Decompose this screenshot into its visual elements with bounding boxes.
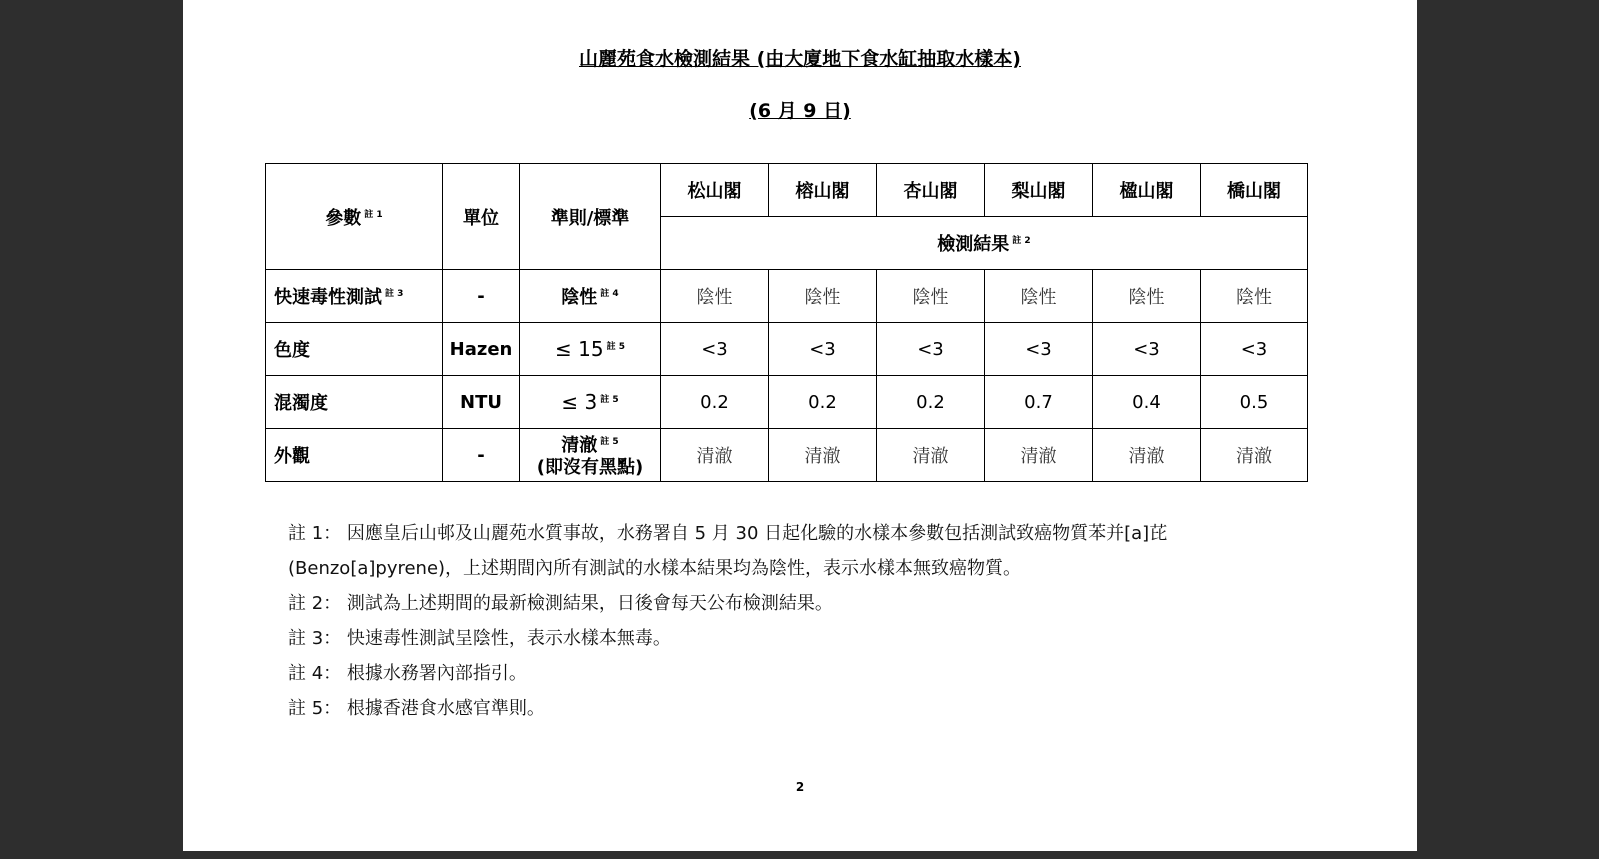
value-cell: <3 <box>661 323 769 376</box>
param-label: 混濁度 <box>274 393 328 414</box>
value-cell: 陰性 <box>985 270 1093 323</box>
standard-label: ≤ 15 <box>555 337 604 361</box>
header-building: 松山閣 <box>661 164 769 217</box>
value-cell: 0.2 <box>769 376 877 429</box>
table-row <box>266 323 1308 376</box>
standard-label: 清澈 <box>561 435 598 456</box>
value-cell: 清澈 <box>877 429 985 482</box>
value-cell: 陰性 <box>1201 270 1308 323</box>
header-building: 梨山閣 <box>985 164 1093 217</box>
unit-cell: NTU <box>443 376 520 429</box>
standard-sublabel: (即沒有黑點) <box>536 457 644 478</box>
header-results <box>661 217 1308 270</box>
value-cell: <3 <box>877 323 985 376</box>
table-row <box>266 270 1308 323</box>
unit-cell: Hazen <box>443 323 520 376</box>
value-cell: <3 <box>1093 323 1201 376</box>
note-ref: 註 5 <box>600 437 619 447</box>
header-unit: 單位 <box>443 164 520 270</box>
note-ref: 註 5 <box>600 395 619 405</box>
value-cell: 陰性 <box>661 270 769 323</box>
standard-cell <box>520 270 661 323</box>
footnotes <box>288 516 1298 726</box>
header-building: 楹山閣 <box>1093 164 1201 217</box>
table-row <box>266 376 1308 429</box>
standard-cell <box>520 429 661 482</box>
header-building: 榕山閣 <box>769 164 877 217</box>
value-cell: 清澈 <box>985 429 1093 482</box>
standard-label: ≤ 3 <box>561 390 598 414</box>
footnote: 註 5： 根據香港食水感官準則。 <box>288 698 545 719</box>
page-date: (6 月 9 日) <box>749 100 851 122</box>
param-cell <box>266 323 443 376</box>
footnote: 註 2： 測試為上述期間的最新檢測結果，日後會每天公布檢測結果。 <box>288 593 833 614</box>
header-param-label: 參數 <box>325 207 362 229</box>
value-cell: 清澈 <box>1201 429 1308 482</box>
value-cell: <3 <box>985 323 1093 376</box>
table-header-row <box>266 164 1308 217</box>
value-cell: 0.2 <box>877 376 985 429</box>
table-row <box>266 429 1308 482</box>
note-ref: 註 5 <box>606 342 625 352</box>
value-cell: 陰性 <box>877 270 985 323</box>
standard-cell <box>520 323 661 376</box>
standard-label: 陰性 <box>561 287 598 308</box>
value-cell: 0.7 <box>985 376 1093 429</box>
param-label: 快速毒性測試 <box>274 287 382 308</box>
value-cell: 0.5 <box>1201 376 1308 429</box>
value-cell: 清澈 <box>769 429 877 482</box>
header-building: 杏山閣 <box>877 164 985 217</box>
value-cell: 陰性 <box>769 270 877 323</box>
param-label: 外觀 <box>274 446 310 467</box>
note-ref: 註 1 <box>364 209 383 220</box>
footnote: 註 3： 快速毒性測試呈陰性，表示水樣本無毒。 <box>288 628 671 649</box>
footnote: (Benzo[a]pyrene)，上述期間內所有測試的水樣本結果均為陰性，表示水樣本無致癌物質。 <box>288 558 1022 579</box>
value-cell: <3 <box>1201 323 1308 376</box>
footnote: 註 4： 根據水務署內部指引。 <box>288 663 527 684</box>
value-cell: <3 <box>769 323 877 376</box>
unit-cell: - <box>443 429 520 482</box>
page-title: 山麗苑食水檢測結果 (由大廈地下食水缸抽取水樣本) <box>579 48 1021 70</box>
value-cell: 清澈 <box>1093 429 1201 482</box>
note-ref: 註 4 <box>600 289 619 299</box>
header-param <box>266 164 443 270</box>
param-cell <box>266 376 443 429</box>
page-number: 2 <box>795 780 805 794</box>
unit-cell: - <box>443 270 520 323</box>
footnote: 註 1： 因應皇后山邨及山麗苑水質事故，水務署自 5 月 30 日起化驗的水樣本參數包括測試致癌物質苯并[a]芘 <box>288 523 1168 544</box>
param-label: 色度 <box>274 340 310 361</box>
document-page <box>183 0 1417 851</box>
param-cell <box>266 429 443 482</box>
value-cell: 清澈 <box>661 429 769 482</box>
header-results-label: 檢測結果 <box>937 234 1010 255</box>
header-building: 橋山閣 <box>1201 164 1308 217</box>
value-cell: 0.4 <box>1093 376 1201 429</box>
param-cell <box>266 270 443 323</box>
header-standard: 準則/標準 <box>520 164 661 270</box>
value-cell: 0.2 <box>661 376 769 429</box>
value-cell: 陰性 <box>1093 270 1201 323</box>
results-table <box>265 163 1308 482</box>
note-ref: 註 2 <box>1012 236 1031 246</box>
note-ref: 註 3 <box>385 289 404 299</box>
standard-cell <box>520 376 661 429</box>
